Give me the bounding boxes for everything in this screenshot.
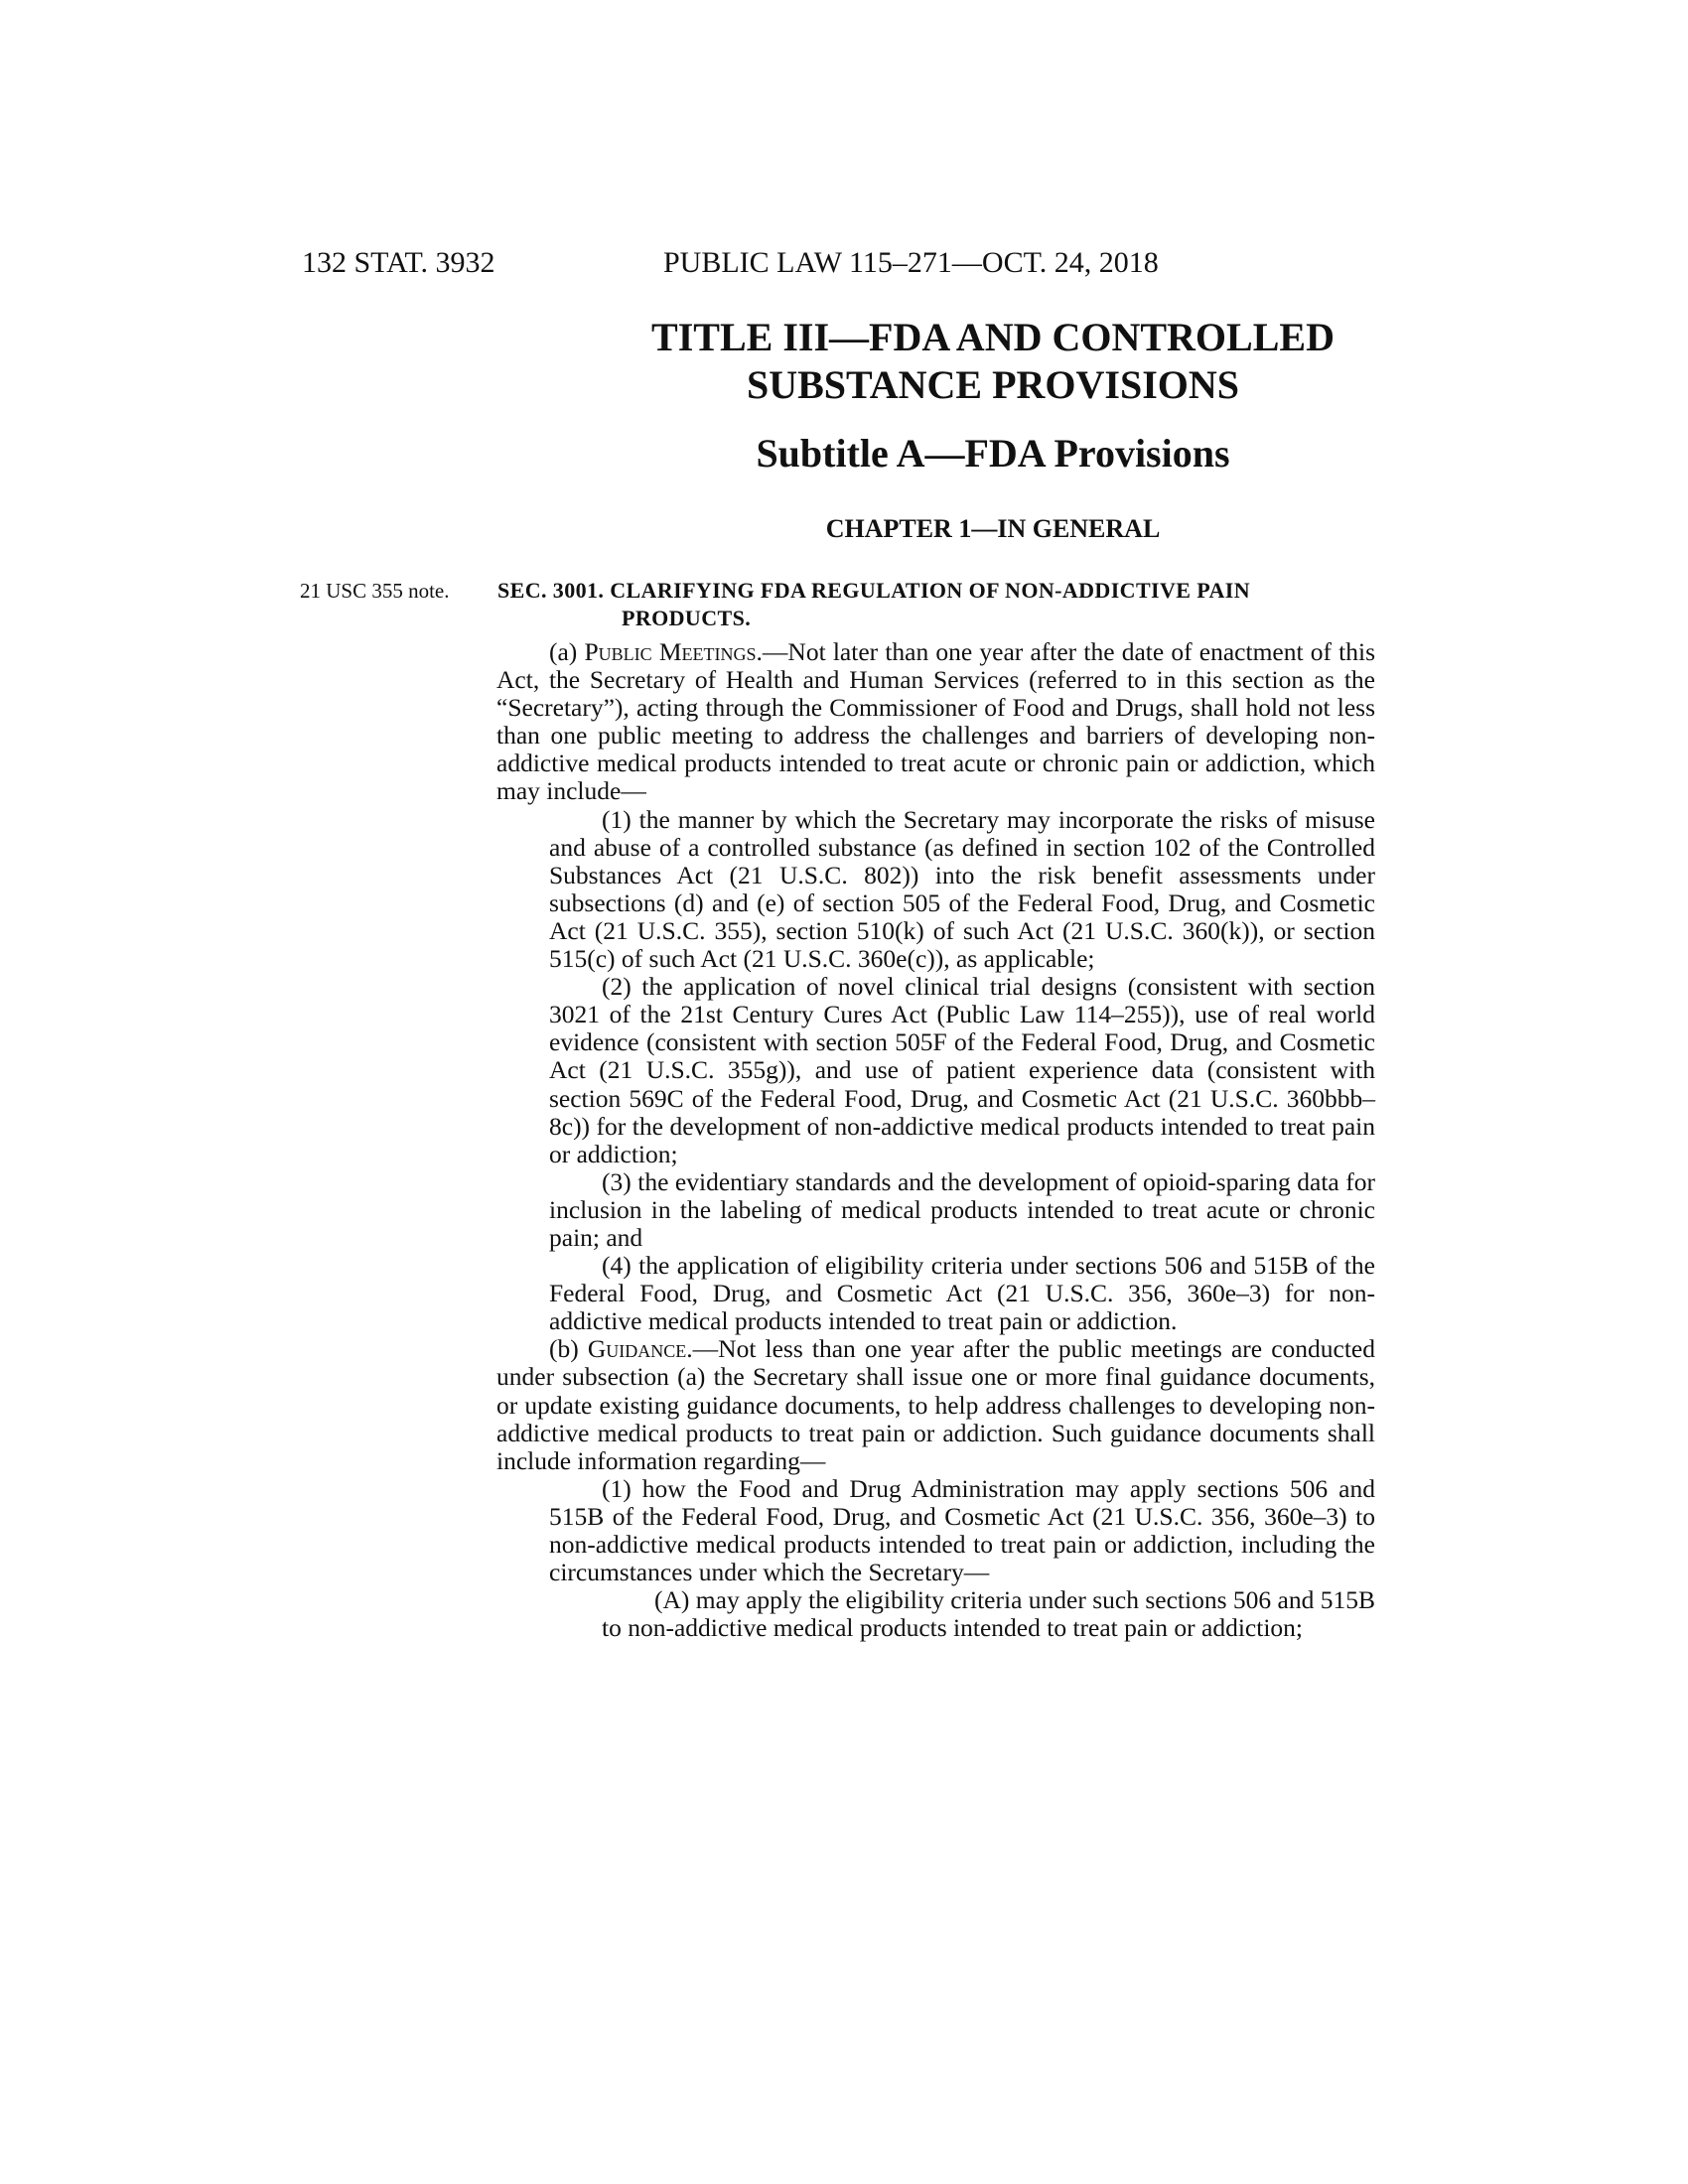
- subsection-b-text: .—Not less than one year after the public meetings are conducted under subsection (a) the Secretary shall issue one or more final guidance documents, or update existing guidance documents, to help address challenges to developing non-addictive medical products to treat pain or addiction. Such guidance documents shall include information regarding—: [496, 1334, 1375, 1475]
- public-law-reference: PUBLIC LAW 115–271—OCT. 24, 2018: [663, 246, 1159, 279]
- subsection-a-label: (a): [549, 637, 585, 666]
- chapter-heading: CHAPTER 1—IN GENERAL: [825, 514, 1161, 543]
- subsection-b: [496, 1335, 1375, 1474]
- subsection-a-text: .—Not later than one year after the date of enactment of this Act, the Secretary of Health and Human Services (referred to in this section as the “Secretary”), acting through the Commissioner of Food and Drugs, shall hold not less than one public meeting to address the challenges and barriers of developing non-addictive medical products intended to treat acute or chronic pain or addiction, which may include—: [496, 637, 1376, 806]
- subsection-a: [496, 638, 1375, 806]
- subsection-a-item-1: (1) the manner by which the Secretary may incorporate the risks of misuse and abuse of a controlled substance (as defined in section 102 of the Controlled Substances Act (21 U.S.C. 802)) into the risk benefit assessments under subsections (d) and (e) of section 505 of the Federal Food, Drug, and Cosmetic Act (21 U.S.C. 355), section 510(k) of such Act (21 U.S.C. 360(k)), or section 515(c) of such Act (21 U.S.C. 360e(c)), as applicable;: [549, 804, 1375, 974]
- title-heading: [496, 314, 1489, 409]
- stat-reference: 132 STAT. 3932: [302, 246, 495, 279]
- section-heading-line-2: PRODUCTS.: [622, 606, 752, 630]
- title-line-1: TITLE III—FDA AND CONTROLLED: [651, 315, 1335, 359]
- section-heading: [497, 577, 1376, 632]
- margin-note: 21 USC 355 note.: [300, 579, 450, 603]
- subsection-a-item-3: (3) the evidentiary standards and the development of opioid-sparing data for inclusion in the labeling of medical products intended to treat acute or chronic pain; and: [549, 1166, 1375, 1252]
- section-body: [496, 638, 1375, 1642]
- subtitle-heading: Subtitle A—FDA Provisions: [756, 431, 1230, 476]
- subsection-a-heading: Public Meetings: [584, 637, 757, 666]
- subsection-b-label: (b): [549, 1334, 588, 1364]
- subsection-b-item-1-A: (A) may apply the eligibility criteria under such sections 506 and 515B to non-addictive medical products intended to treat pain or addiction;: [602, 1585, 1375, 1643]
- subsection-a-item-4: (4) the application of eligibility criteria under sections 506 and 515B of the Federal Food, Drug, and Cosmetic Act (21 U.S.C. 356, 360e–3) for non-addictive medical products intended to treat pain or addiction.: [549, 1251, 1375, 1336]
- subsection-a-item-2: (2) the application of novel clinical trial designs (consistent with section 3021 of the 21st Century Cures Act (Public Law 114–255)), use of real world evidence (consistent with section 505F of the Federal Food, Drug, and Cosmetic Act (21 U.S.C. 355g)), and use of patient experience data (consistent with section 569C of the Federal Food, Drug, and Cosmetic Act (21 U.S.C. 360bbb–8c)) for the development of non-addictive medical products intended to treat pain or addiction;: [549, 972, 1375, 1168]
- subsection-b-item-1: (1) how the Food and Drug Administration may apply sections 506 and 515B of the Federal Food, Drug, and Cosmetic Act (21 U.S.C. 356, 360e–3) to non-addictive medical products intended to treat pain or addiction, including the circumstances under which the Secretary—: [549, 1473, 1375, 1587]
- subsection-b-heading: Guidance: [587, 1334, 687, 1364]
- title-line-2: SUBSTANCE PROVISIONS: [746, 362, 1240, 407]
- section-heading-line-1: SEC. 3001. CLARIFYING FDA REGULATION OF NON-ADDICTIVE PAIN: [497, 578, 1251, 603]
